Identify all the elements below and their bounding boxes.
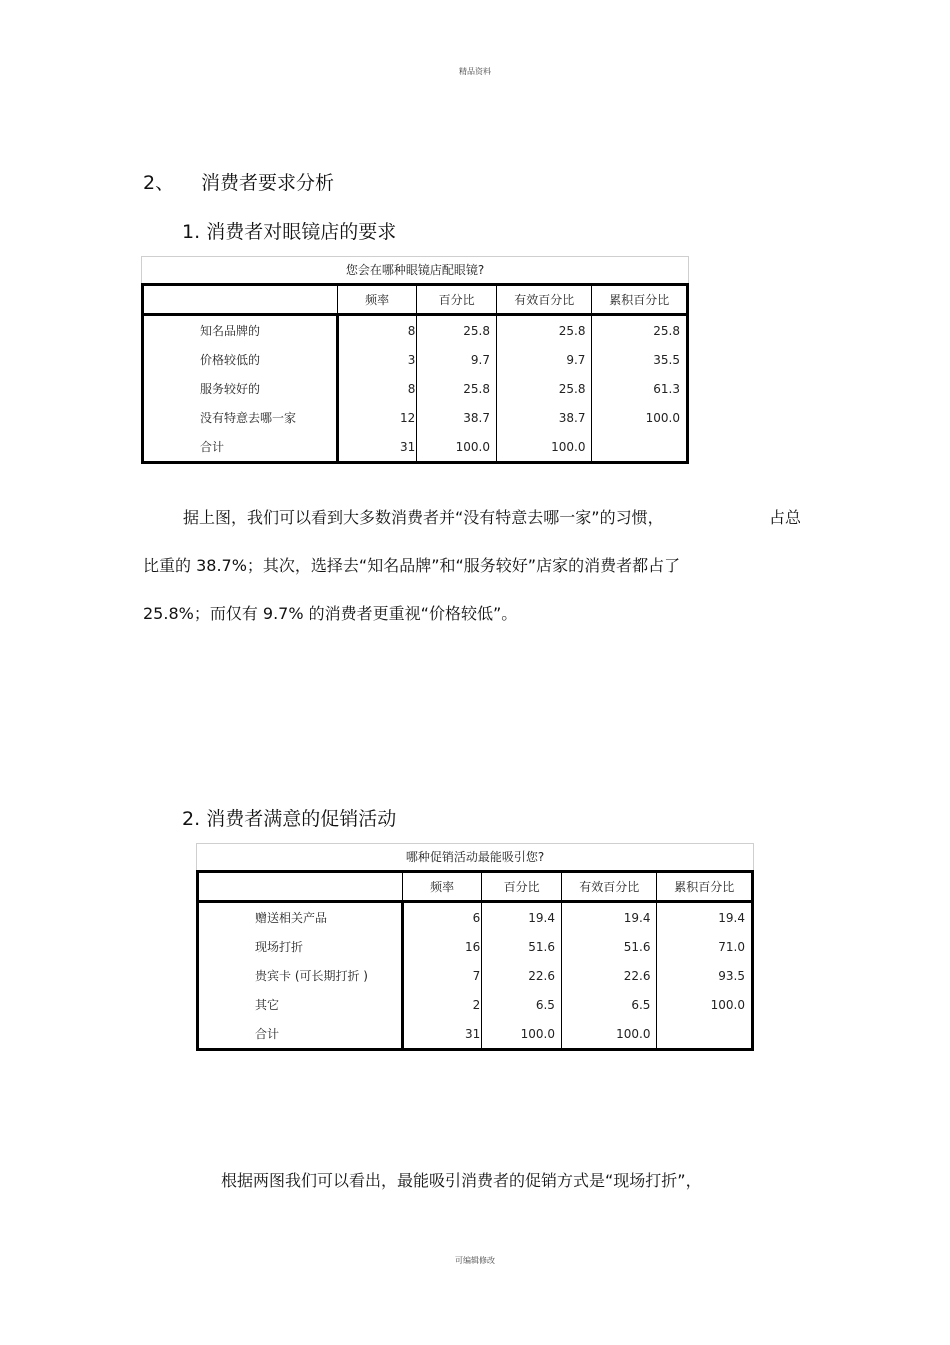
table-caption: 您会在哪种眼镜店配眼镜? — [141, 256, 689, 283]
table-total-row — [143, 432, 688, 463]
cell-frequency: 7 — [402, 961, 481, 990]
row-label: 贵宾卡 (可长期打折 ) — [198, 961, 403, 990]
header-empty — [143, 285, 338, 315]
cell-valid-percent: 100.0 — [496, 432, 591, 463]
cell-cumulative-percent: 19.4 — [657, 902, 753, 933]
subsection-title-1: 消费者对眼镜店的要求 — [206, 221, 397, 243]
cell-cumulative-percent: 25.8 — [592, 315, 688, 346]
frequency-table — [141, 283, 689, 464]
table-row — [143, 315, 688, 346]
paragraph-1-line-1a: 据上图，我们可以看到大多数消费者并“没有特意去哪一家”的习惯， — [183, 508, 664, 527]
table-total-row — [198, 1019, 753, 1050]
table-header-row — [198, 872, 753, 902]
cell-cumulative-percent: 93.5 — [657, 961, 753, 990]
page-header-text: 精品资料 — [459, 67, 491, 76]
table-eyewear-store — [141, 256, 689, 464]
header-valid-percent: 有效百分比 — [496, 285, 591, 315]
table-row — [143, 403, 688, 432]
header-cumulative-percent: 累积百分比 — [592, 285, 688, 315]
cell-frequency: 31 — [337, 432, 416, 463]
section-title: 消费者要求分析 — [201, 172, 335, 194]
table-promotion — [196, 843, 754, 1051]
cell-frequency: 6 — [402, 902, 481, 933]
cell-percent: 22.6 — [482, 961, 562, 990]
cell-frequency: 31 — [402, 1019, 481, 1050]
cell-valid-percent: 6.5 — [561, 990, 657, 1019]
cell-frequency: 2 — [402, 990, 481, 1019]
subsection-title-2: 消费者满意的促销活动 — [206, 808, 397, 830]
subsection-heading-1 — [182, 217, 396, 244]
cell-valid-percent: 25.8 — [496, 374, 591, 403]
header-percent: 百分比 — [482, 872, 562, 902]
row-label: 现场打折 — [198, 932, 403, 961]
cell-cumulative-percent: 100.0 — [657, 990, 753, 1019]
header-frequency: 频率 — [337, 285, 416, 315]
analysis-paragraph-2 — [183, 1157, 702, 1205]
row-label: 合计 — [198, 1019, 403, 1050]
header-frequency: 频率 — [402, 872, 481, 902]
table-row — [198, 932, 753, 961]
cell-percent: 100.0 — [482, 1019, 562, 1050]
cell-frequency: 3 — [337, 345, 416, 374]
subsection-heading-2 — [182, 804, 396, 831]
cell-valid-percent: 51.6 — [561, 932, 657, 961]
table-row — [198, 902, 753, 933]
cell-percent: 100.0 — [417, 432, 497, 463]
cell-percent: 19.4 — [482, 902, 562, 933]
subsection-number-1: 1. — [182, 221, 201, 243]
subsection-number-2: 2. — [182, 808, 201, 830]
cell-valid-percent: 22.6 — [561, 961, 657, 990]
cell-valid-percent: 100.0 — [561, 1019, 657, 1050]
paragraph-1-line-1b: 占总 — [769, 508, 802, 527]
cell-cumulative-percent: 100.0 — [592, 403, 688, 432]
table-caption: 哪种促销活动最能吸引您? — [196, 843, 754, 870]
cell-percent: 51.6 — [482, 932, 562, 961]
section-heading — [143, 168, 334, 195]
table-row — [143, 345, 688, 374]
section-number: 2、 — [143, 172, 175, 194]
frequency-table — [196, 870, 754, 1051]
cell-valid-percent: 9.7 — [496, 345, 591, 374]
cell-valid-percent: 25.8 — [496, 315, 591, 346]
row-label: 知名品牌的 — [143, 315, 338, 346]
cell-percent: 9.7 — [417, 345, 497, 374]
header-percent: 百分比 — [417, 285, 497, 315]
cell-percent: 6.5 — [482, 990, 562, 1019]
cell-percent: 25.8 — [417, 374, 497, 403]
row-label: 赠送相关产品 — [198, 902, 403, 933]
row-label: 其它 — [198, 990, 403, 1019]
cell-cumulative-percent — [592, 432, 688, 463]
cell-frequency: 8 — [337, 374, 416, 403]
cell-frequency: 8 — [337, 315, 416, 346]
paragraph-1-line-3: 25.8%；而仅有 9.7% 的消费者更重视“价格较低”。 — [143, 604, 518, 623]
cell-cumulative-percent — [657, 1019, 753, 1050]
header-valid-percent: 有效百分比 — [561, 872, 657, 902]
row-label: 价格较低的 — [143, 345, 338, 374]
cell-cumulative-percent: 71.0 — [657, 932, 753, 961]
cell-percent: 25.8 — [417, 315, 497, 346]
cell-percent: 38.7 — [417, 403, 497, 432]
paragraph-2-line-1: 根据两图我们可以看出，最能吸引消费者的促销方式是“现场打折”， — [221, 1171, 702, 1190]
paragraph-1-line-2: 比重的 38.7%；其次，选择去“知名品牌”和“服务较好”店家的消费者都占了 — [143, 556, 681, 575]
row-label: 没有特意去哪一家 — [143, 403, 338, 432]
cell-valid-percent: 19.4 — [561, 902, 657, 933]
cell-frequency: 16 — [402, 932, 481, 961]
table-row — [143, 374, 688, 403]
row-label: 服务较好的 — [143, 374, 338, 403]
header-cumulative-percent: 累积百分比 — [657, 872, 753, 902]
row-label: 合计 — [143, 432, 338, 463]
cell-frequency: 12 — [337, 403, 416, 432]
cell-valid-percent: 38.7 — [496, 403, 591, 432]
header-empty — [198, 872, 403, 902]
analysis-paragraph-1 — [143, 494, 813, 638]
table-row — [198, 961, 753, 990]
table-header-row — [143, 285, 688, 315]
cell-cumulative-percent: 61.3 — [592, 374, 688, 403]
table-row — [198, 990, 753, 1019]
cell-cumulative-percent: 35.5 — [592, 345, 688, 374]
page-footer-text: 可编辑修改 — [455, 1256, 495, 1265]
